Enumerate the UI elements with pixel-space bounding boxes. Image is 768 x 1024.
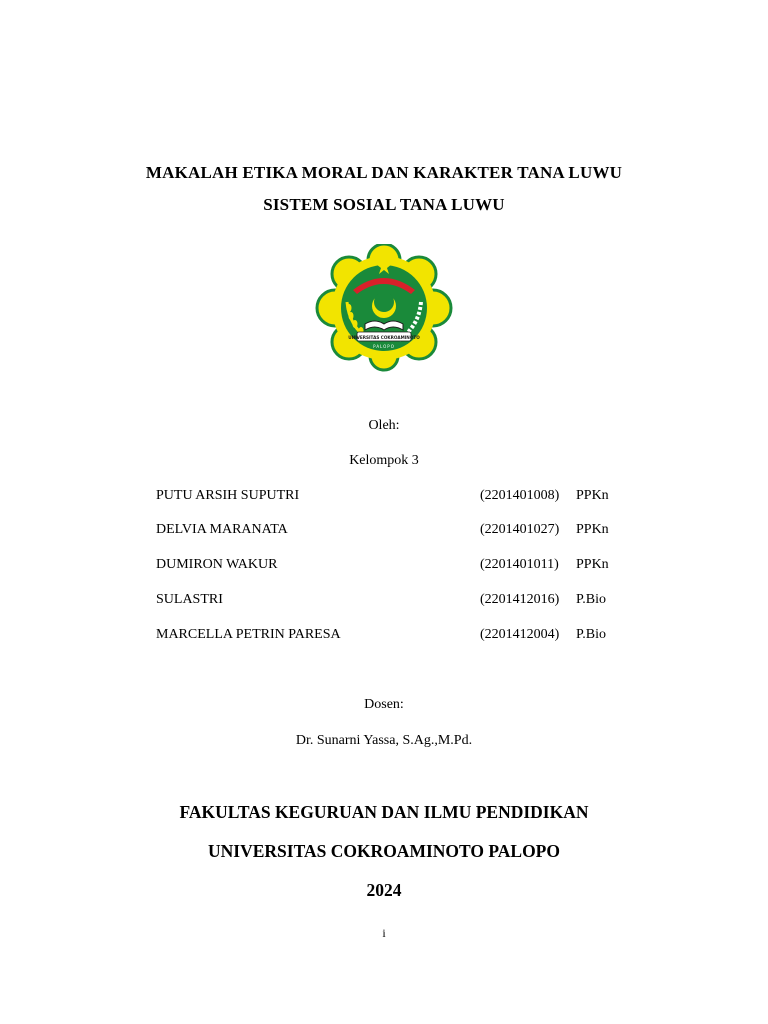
member-name: PUTU ARSIH SUPUTRI: [156, 488, 300, 503]
member-program: PPKn: [576, 557, 609, 572]
group-label: Kelompok 3: [349, 453, 419, 468]
member-nim: (2201412004): [480, 627, 560, 642]
member-name: DELVIA MARANATA: [156, 522, 288, 537]
document-year: 2024: [366, 880, 402, 900]
page-number: i: [382, 926, 386, 940]
lecturer-name: Dr. Sunarni Yassa, S.Ag.,M.Pd.: [295, 733, 473, 748]
member-nim: (2201401008): [480, 488, 560, 503]
document-title: MAKALAH ETIKA MORAL DAN KARAKTER TANA LUWU: [145, 163, 623, 182]
member-program: P.Bio: [576, 627, 606, 642]
member-name: MARCELLA PETRIN PARESA: [156, 627, 341, 642]
university-emblem-icon: [313, 244, 455, 372]
member-name: DUMIRON WAKUR: [156, 557, 278, 572]
member-nim: (2201401011): [480, 557, 559, 572]
emblem-banner-text: UNIVERSITAS COKROAMINOTO: [348, 335, 420, 340]
member-nim: (2201412016): [480, 592, 560, 607]
member-name: SULASTRI: [156, 592, 223, 607]
member-program: PPKn: [576, 488, 609, 503]
lecturer-label: Dosen:: [364, 697, 404, 712]
emblem-city-text: PALOPO: [373, 344, 395, 349]
member-nim: (2201401027): [480, 522, 560, 537]
university-name: UNIVERSITAS COKROAMINOTO PALOPO: [208, 841, 560, 861]
member-program: P.Bio: [576, 592, 606, 607]
member-program: PPKn: [576, 522, 609, 537]
by-label: Oleh:: [368, 418, 400, 433]
document-subtitle: SISTEM SOSIAL TANA LUWU: [263, 195, 505, 214]
faculty-name: FAKULTAS KEGURUAN DAN ILMU PENDIDIKAN: [179, 802, 589, 822]
